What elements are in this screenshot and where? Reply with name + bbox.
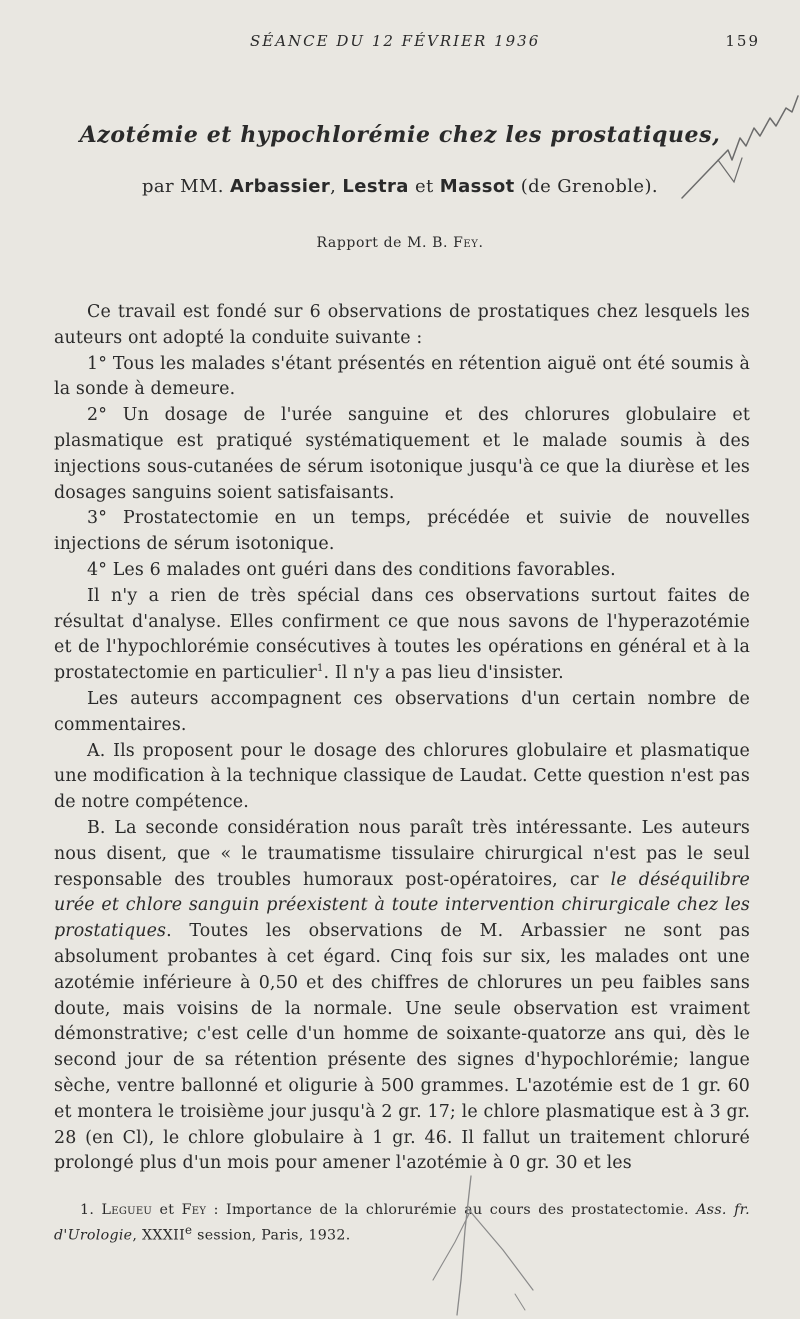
footnote-reference: 1 (316, 663, 324, 675)
paragraph-text: . Toutes les observations de M. Arbassier ne sont pas absolument probantes à cet égard. Cinq fois sur six, les malades ont une azotémie inférieure à 0,50 et des chiffres de chlorures un peu faibles sans doute, mais voisins de la normale. Une seule observation est vraiment démonstrative; c'est celle d'un homme de soixante-quatorze ans qui, dès le second jour de sa rétention présente des signes d'hypochlorémie; langue sèche, ventre ballonné et oligurie à 500 grammes. L'azotémie est de 1 gr. 60 et montera le troisième jour jusqu'à 2 gr. 17; le chlore plasmatique est à 3 gr. 28 (en Cl), le chlore globulaire à 1 gr. 46. Il fallut un traitement chloruré prolongé plus d'un mois pour amener l'azotémie à 0 gr. 30 et les (54, 921, 750, 1174)
italic-quote: le déséquilibre urée et chlore sanguin préexistent à toute intervention chirurgicale chez les prostatiques (54, 869, 750, 942)
footnote-superscript: e (185, 1223, 193, 1237)
pencil-stroke (425, 1170, 545, 1319)
list-item: 2° Un dosage de l'urée sanguine et des chlorures globulaire et plasmatique est pratiqué systématiquement et le malade soumis à des injections sous-cutanées de sérum isotonique jusqu'à ce que la diurèse et les dosages sanguins soient satisfaisants. (54, 405, 750, 503)
footnote-text-part: session, Paris, 1932. (192, 1227, 351, 1244)
journal-title: Ass. fr. d'Urologie (54, 1202, 750, 1244)
running-header (250, 32, 760, 54)
paragraph: Ce travail est fondé sur 6 observations de prostatiques chez lesquels les auteurs ont adopté la conduite suivante : (54, 302, 750, 348)
pencil-scribble (670, 90, 800, 210)
author-lestra: Lestra (342, 176, 409, 197)
list-item: 4° Les 6 malades ont guéri dans des conditions favorables. (87, 559, 616, 580)
paragraph: Les auteurs accompagnent ces observations d'un certain nombre de commentaires. (54, 688, 750, 735)
running-title: SÉANCE DU 12 FÉVRIER 1936 (250, 32, 541, 50)
reporter-name: Fey. (453, 235, 484, 251)
report-prefix: Rapport de M. B. (316, 235, 454, 251)
byline-prefix: par MM. (141, 176, 231, 197)
paragraph (54, 584, 750, 687)
footnote-author: Legueu (101, 1202, 153, 1218)
footnote-text-part: , XXXII (132, 1227, 185, 1244)
article-title: Azotémie et hypochlorémie chez les prostatiques, (79, 122, 721, 148)
footnote-author: Fey (181, 1202, 207, 1218)
list-item: 1° Tous les malades s'étant présentés en rétention aiguë ont été soumis à la sonde à demeure. (54, 353, 750, 400)
author-massot: Massot (439, 176, 515, 197)
paragraph-text: Il n'y a rien de très spécial dans ces observations surtout faites de résultat d'analyse. Elles confirment ce que nous savons de l'hyperazotémie et de l'hypochlorémie consécutives à toutes les opérations en général et à la prostatectomie en particulier (54, 585, 750, 684)
article-body (54, 300, 750, 1177)
footnote (54, 1200, 750, 1246)
byline-separator: et (408, 176, 440, 197)
footnote-text (54, 1200, 750, 1246)
paragraph-text: . Il n'y a pas lieu d'insister. (323, 663, 564, 684)
footnote-text-part: : Importance de la chlorurémie au cours des prostatectomie. (206, 1202, 697, 1218)
list-item: 3° Prostatectomie en un temps, précédée et suivie de nouvelles injections de sérum isotonique. (54, 508, 750, 555)
paragraph: A. Ils proposent pour le dosage des chlorures globulaire et plasmatique une modification à la technique classique de Laudat. Cette question n'est pas de notre compétence. (54, 740, 750, 813)
footnote-text-part: et (152, 1202, 182, 1218)
report-line (0, 235, 800, 251)
author-arbassier: Arbassier (230, 176, 331, 197)
footnote-number: 1. (80, 1202, 102, 1218)
page-number: 159 (725, 32, 760, 50)
byline-separator: , (330, 176, 343, 197)
paragraph (54, 816, 750, 1177)
paragraph-text: B. La seconde considération nous paraît très intéressante. Les auteurs nous disent, que « le traumatisme tissulaire chirurgical n'est pas le seul responsable des troubles humoraux post-opératoires, car (54, 817, 750, 890)
byline-suffix: (de Grenoble). (514, 176, 659, 197)
